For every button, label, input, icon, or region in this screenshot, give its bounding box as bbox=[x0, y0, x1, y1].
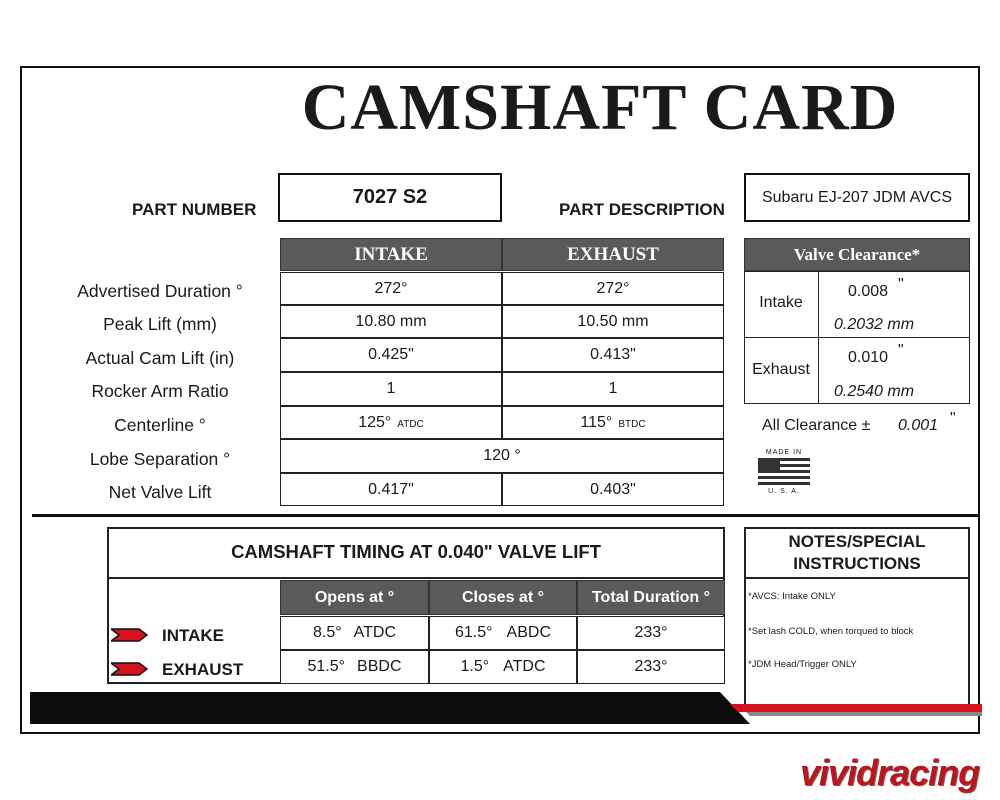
valve-clearance-header: Valve Clearance* bbox=[744, 238, 970, 271]
part-number-label: PART NUMBER bbox=[132, 200, 257, 219]
all-clearance-unit: " bbox=[950, 410, 956, 427]
exhaust-header: EXHAUST bbox=[502, 238, 724, 271]
note-item-1: *AVCS: Intake ONLY bbox=[748, 591, 836, 602]
timing-exhaust-opens bbox=[280, 650, 429, 684]
cell-exhaust-actual-cam-lift: 0.413" bbox=[502, 338, 724, 372]
section-divider bbox=[32, 514, 980, 517]
exhaust-opens-ref: BBDC bbox=[357, 658, 402, 675]
card-title: CAMSHAFT CARD bbox=[301, 71, 899, 144]
all-clearance-value: 0.001 bbox=[898, 417, 939, 434]
intake-opens-value: 8.5° bbox=[312, 624, 342, 641]
cell-intake-peak-lift: 10.80 mm bbox=[280, 305, 502, 338]
cell-exhaust-peak-lift: 10.50 mm bbox=[502, 305, 724, 338]
row-label-advertised-duration: Advertised Duration ° bbox=[77, 281, 243, 301]
exhaust-closes-value: 1.5° bbox=[460, 658, 490, 675]
usa-flag-icon bbox=[758, 458, 810, 488]
timing-exhaust-label: EXHAUST bbox=[162, 660, 244, 679]
vc-intake-inch: 0.008 bbox=[848, 283, 889, 300]
vc-exhaust-unit: " bbox=[898, 342, 904, 359]
cell-exhaust-centerline bbox=[502, 406, 724, 439]
made-in-text: MADE IN bbox=[765, 449, 803, 456]
timing-intake-label: INTAKE bbox=[162, 626, 225, 645]
timing-exhaust-total: 233° bbox=[577, 650, 725, 684]
intake-header: INTAKE bbox=[280, 238, 502, 271]
row-label-peak-lift: Peak Lift (mm) bbox=[103, 314, 217, 334]
timing-intake-opens bbox=[280, 616, 429, 650]
row-label-centerline: Centerline ° bbox=[114, 415, 206, 435]
all-clearance-label: All Clearance ± bbox=[762, 417, 871, 434]
vc-exhaust-inch: 0.010 bbox=[848, 349, 889, 366]
intake-centerline-value: 125° bbox=[358, 413, 392, 431]
valve-clearance-divider-h bbox=[744, 337, 970, 338]
row-label-lobe-separation: Lobe Separation ° bbox=[89, 449, 231, 469]
cell-exhaust-rocker-ratio: 1 bbox=[502, 372, 724, 406]
cell-intake-centerline bbox=[280, 406, 502, 439]
intake-closes-value: 61.5° bbox=[455, 624, 493, 641]
vc-intake-label: Intake bbox=[759, 294, 803, 311]
row-label-rocker-arm-ratio: Rocker Arm Ratio bbox=[91, 381, 229, 401]
intake-centerline-ref: ATDC bbox=[397, 419, 424, 430]
cell-intake-rocker-ratio: 1 bbox=[280, 372, 502, 406]
note-item-2: *Set lash COLD, when torqued to block bbox=[748, 626, 914, 637]
cell-intake-net-valve-lift: 0.417" bbox=[280, 473, 502, 506]
intake-arrow-icon bbox=[111, 627, 149, 643]
cell-intake-actual-cam-lift: 0.425" bbox=[280, 338, 502, 372]
cell-exhaust-advertised-duration: 272° bbox=[502, 272, 724, 305]
exhaust-arrow-icon bbox=[111, 661, 149, 677]
exhaust-centerline-value: 115° bbox=[580, 413, 613, 431]
row-label-actual-cam-lift: Actual Cam Lift (in) bbox=[85, 348, 235, 368]
note-item-3: *JDM Head/Trigger ONLY bbox=[748, 659, 857, 670]
part-description-label: PART DESCRIPTION bbox=[559, 200, 725, 219]
timing-opens-header: Opens at ° bbox=[280, 580, 429, 615]
vc-exhaust-mm: 0.2540 mm bbox=[834, 383, 915, 400]
notes-title-line2: INSTRUCTIONS bbox=[793, 554, 921, 573]
row-label-net-valve-lift: Net Valve Lift bbox=[108, 482, 212, 502]
timing-title: CAMSHAFT TIMING AT 0.040" VALVE LIFT bbox=[107, 527, 725, 579]
intake-closes-ref: ABDC bbox=[506, 624, 551, 641]
watermark-logo: vividracing bbox=[800, 752, 980, 793]
vc-intake-unit: " bbox=[898, 276, 904, 293]
part-description-value: Subaru EJ-207 JDM AVCS bbox=[744, 173, 970, 222]
vc-exhaust-label: Exhaust bbox=[752, 361, 810, 378]
intake-opens-ref: ATDC bbox=[353, 624, 396, 641]
notes-title-line1: NOTES/SPECIAL bbox=[788, 531, 926, 551]
notes-title bbox=[744, 527, 970, 579]
cell-exhaust-net-valve-lift: 0.403" bbox=[502, 473, 724, 506]
usa-text: U. S. A. bbox=[768, 488, 800, 495]
vc-intake-mm: 0.2032 mm bbox=[834, 316, 915, 333]
cell-intake-advertised-duration: 272° bbox=[280, 272, 502, 305]
timing-total-header: Total Duration ° bbox=[577, 580, 725, 615]
exhaust-closes-ref: ATDC bbox=[503, 658, 546, 675]
timing-closes-header: Closes at ° bbox=[429, 580, 577, 615]
cell-lobe-separation: 120 ° bbox=[280, 439, 724, 473]
exhaust-centerline-ref: BTDC bbox=[618, 419, 646, 430]
timing-exhaust-closes bbox=[429, 650, 577, 684]
bottom-stripe bbox=[30, 690, 982, 728]
part-number-value: 7027 S2 bbox=[278, 173, 502, 222]
timing-intake-closes bbox=[429, 616, 577, 650]
exhaust-opens-value: 51.5° bbox=[307, 658, 346, 675]
timing-intake-total: 233° bbox=[577, 616, 725, 650]
